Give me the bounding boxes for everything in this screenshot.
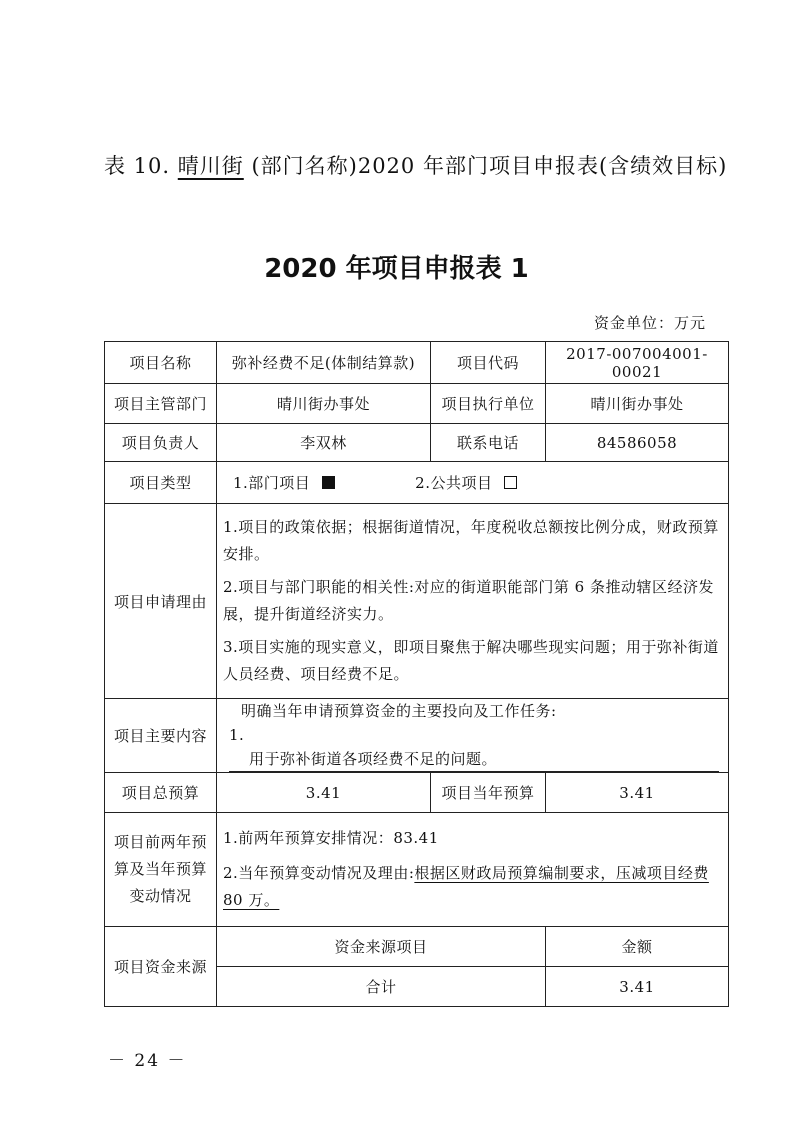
- supervisor-value: 晴川街办事处: [217, 384, 431, 424]
- checked-box-icon: [322, 476, 335, 489]
- project-code-label: 项目代码: [431, 342, 546, 384]
- type-options: [217, 462, 729, 504]
- table-row: [105, 813, 729, 927]
- title-suffix: (部门名称)2020 年部门项目申报表(含绩效目标): [251, 154, 728, 178]
- total-budget-label: 项目总预算: [105, 773, 217, 813]
- project-name-label: 项目名称: [105, 342, 217, 384]
- leader-value: 李双林: [217, 424, 431, 462]
- form-title: 2020 年项目申报表 1: [264, 254, 529, 284]
- type-label: 项目类型: [105, 462, 217, 504]
- title-prefix: 表 10.: [104, 154, 171, 178]
- title-dept: 晴川街: [177, 154, 244, 178]
- leader-label: 项目负责人: [105, 424, 217, 462]
- table-row: [105, 773, 729, 813]
- change-2: [223, 860, 722, 914]
- content-cell: [217, 699, 729, 773]
- change-1: 1.前两年预算安排情况：83.41: [223, 829, 439, 847]
- table-row: [105, 424, 729, 462]
- content-item-line: [229, 723, 722, 772]
- table-row: [105, 384, 729, 424]
- reason-2: 2.项目与部门职能的相关性:对应的街道职能部门第 6 条推动辖区经济发展，提升街道经济实力。: [223, 578, 714, 623]
- reason-label: 项目申请理由: [105, 504, 217, 699]
- type-option-dept: 1.部门项目: [233, 474, 311, 492]
- change-content: [217, 813, 729, 927]
- change-2-prefix: 2.当年预算变动情况及理由:: [223, 864, 415, 882]
- table-row: [105, 699, 729, 773]
- table-row: [105, 927, 729, 967]
- project-code-value: 2017-007004001-00021: [546, 342, 729, 384]
- phone-label: 联系电话: [431, 424, 546, 462]
- change-label: 项目前两年预算及当年预算变动情况: [105, 813, 217, 927]
- content-label: 项目主要内容: [105, 699, 217, 773]
- year-budget-value: 3.41: [546, 773, 729, 813]
- phone-value: 84586058: [546, 424, 729, 462]
- year-budget-label: 项目当年预算: [431, 773, 546, 813]
- source-label: 项目资金来源: [105, 927, 217, 1007]
- project-form-table: [104, 341, 729, 1007]
- executor-value: 晴川街办事处: [546, 384, 729, 424]
- total-budget-value: 3.41: [217, 773, 431, 813]
- table-row: [105, 462, 729, 504]
- project-name-value: 弥补经费不足(体制结算款): [217, 342, 431, 384]
- content-intro: 明确当年申请预算资金的主要投向及工作任务:: [241, 702, 557, 720]
- unit-label: 资金单位：万元: [593, 314, 706, 332]
- reason-1: 1.项目的政策依据；根据街道情况，年度税收总额按比例分成，财政预算安排。: [223, 518, 719, 563]
- source-item-header: 资金来源项目: [217, 927, 546, 967]
- type-option-public: 2.公共项目: [415, 474, 493, 492]
- reason-3: 3.项目实施的现实意义，即项目聚焦于解决哪些现实问题；用于弥补街道人员经费、项目经费不足。: [223, 638, 719, 683]
- change-2-text: 根据区财政局预算编制要求，压减项目经费 80 万。: [223, 864, 709, 909]
- executor-label: 项目执行单位: [431, 384, 546, 424]
- source-total-value: 3.41: [546, 967, 729, 1007]
- source-amount-header: 金额: [546, 927, 729, 967]
- table-row: [105, 504, 729, 699]
- document-title: [104, 150, 744, 180]
- unchecked-box-icon: [504, 476, 517, 489]
- source-total-label: 合计: [217, 967, 546, 1007]
- content-item-number: 1.: [229, 726, 245, 744]
- supervisor-label: 项目主管部门: [105, 384, 217, 424]
- reason-content: [217, 504, 729, 699]
- page-number: － 24 －: [108, 1051, 187, 1071]
- table-row: [105, 342, 729, 384]
- content-item-text: 用于弥补街道各项经费不足的问题。: [229, 747, 719, 772]
